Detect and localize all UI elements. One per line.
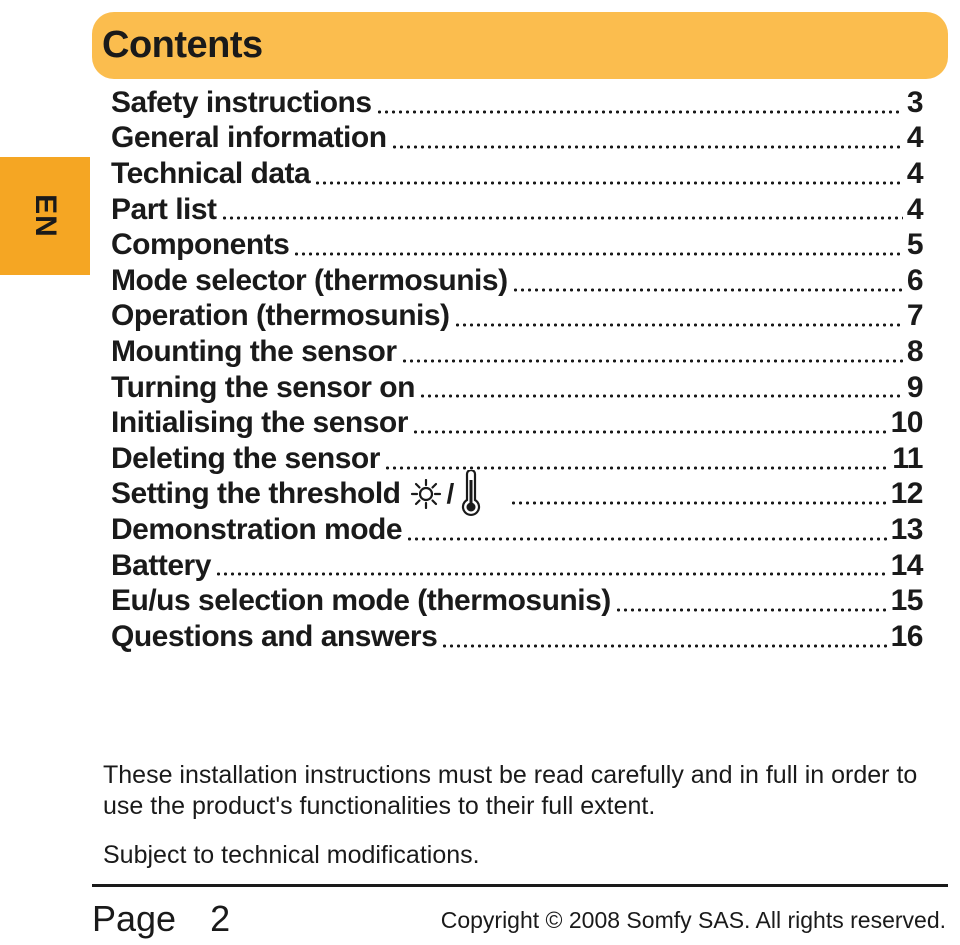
dot-leader (454, 323, 903, 327)
toc-page: 3 (906, 85, 923, 119)
dot-leader (510, 501, 887, 505)
toc-title: Deleting the sensor (111, 441, 380, 475)
threshold-icons (409, 470, 484, 518)
thermometer-icon (458, 470, 484, 518)
toc-title: Demonstration mode (111, 512, 403, 546)
sun-icon (409, 479, 443, 509)
dot-leader (376, 110, 903, 114)
note-read-carefully: These installation instructions must be read carefully and in full in order to use the product's functionalities to their full extent. (103, 761, 918, 820)
toc-page: 4 (906, 156, 923, 190)
note-modifications: Subject to technical modifications. (103, 841, 480, 869)
toc-entry[interactable] (111, 263, 923, 299)
toc-entry[interactable] (111, 299, 923, 335)
toc-title: Setting the threshold (111, 477, 401, 511)
toc-page: 6 (906, 263, 923, 297)
toc-entry[interactable] (111, 192, 923, 228)
toc-page: 14 (890, 548, 923, 582)
toc-page: 5 (906, 228, 923, 262)
dot-leader (391, 145, 903, 149)
toc-title: Eu/us selection mode (thermosunis) (111, 584, 611, 618)
toc-page: 16 (890, 619, 923, 653)
toc-page: 7 (906, 299, 923, 333)
toc-page: 4 (906, 192, 923, 226)
toc-entry[interactable] (111, 121, 923, 157)
page-footer (92, 898, 230, 940)
dot-leader (412, 430, 887, 434)
toc-entry[interactable] (111, 227, 923, 263)
toc-title: Initialising the sensor (111, 406, 408, 440)
dot-leader (293, 252, 902, 256)
footer-divider (92, 884, 948, 887)
contents-header (92, 12, 948, 79)
icon-separator: / (446, 478, 454, 510)
dot-leader (419, 394, 903, 398)
toc-page: 13 (890, 512, 923, 546)
dot-leader (401, 359, 903, 363)
toc-page: 10 (890, 406, 923, 440)
toc-entry[interactable] (111, 156, 923, 192)
toc-title: Components (111, 228, 290, 262)
page-number: 2 (210, 898, 231, 939)
toc-page: 15 (890, 584, 923, 618)
toc-entry[interactable] (111, 619, 923, 655)
dot-leader (384, 466, 888, 470)
toc-entry[interactable] (111, 548, 923, 584)
toc-title: Safety instructions (111, 85, 372, 119)
installation-note (103, 760, 923, 871)
page-title: Contents (102, 24, 263, 66)
toc-title: Operation (thermosunis) (111, 299, 450, 333)
copyright-notice: Copyright © 2008 Somfy SAS. All rights reserved. (440, 907, 946, 933)
dot-leader (512, 288, 903, 292)
toc-entry[interactable] (111, 512, 923, 548)
toc-title: Part list (111, 192, 217, 226)
toc-title: Technical data (111, 156, 311, 190)
toc-title: Battery (111, 548, 211, 582)
toc-entry[interactable] (111, 583, 923, 619)
dot-leader (221, 216, 903, 220)
toc-title: Questions and answers (111, 619, 438, 653)
toc-title: Turning the sensor on (111, 370, 415, 404)
toc-title: General information (111, 121, 387, 155)
dot-leader (406, 537, 887, 541)
page-label: Page (92, 898, 177, 939)
dot-leader (215, 572, 887, 576)
toc-title: Mounting the sensor (111, 334, 397, 368)
toc-page: 12 (890, 477, 923, 511)
toc-entry[interactable] (111, 405, 923, 441)
dot-leader (314, 181, 903, 185)
toc-title-with-icons (111, 470, 484, 518)
language-tab (0, 157, 90, 275)
toc-page: 11 (892, 441, 923, 475)
toc-entry[interactable] (111, 85, 923, 121)
toc-page: 8 (906, 334, 923, 368)
language-label: EN (29, 194, 62, 238)
toc-entry[interactable] (111, 334, 923, 370)
toc-page: 9 (906, 370, 923, 404)
toc-page: 4 (906, 121, 923, 155)
dot-leader (441, 644, 886, 648)
toc-title: Mode selector (thermosunis) (111, 263, 508, 297)
dot-leader (615, 608, 887, 612)
table-of-contents (111, 85, 923, 655)
toc-entry[interactable] (111, 370, 923, 406)
toc-entry[interactable] (111, 477, 923, 513)
